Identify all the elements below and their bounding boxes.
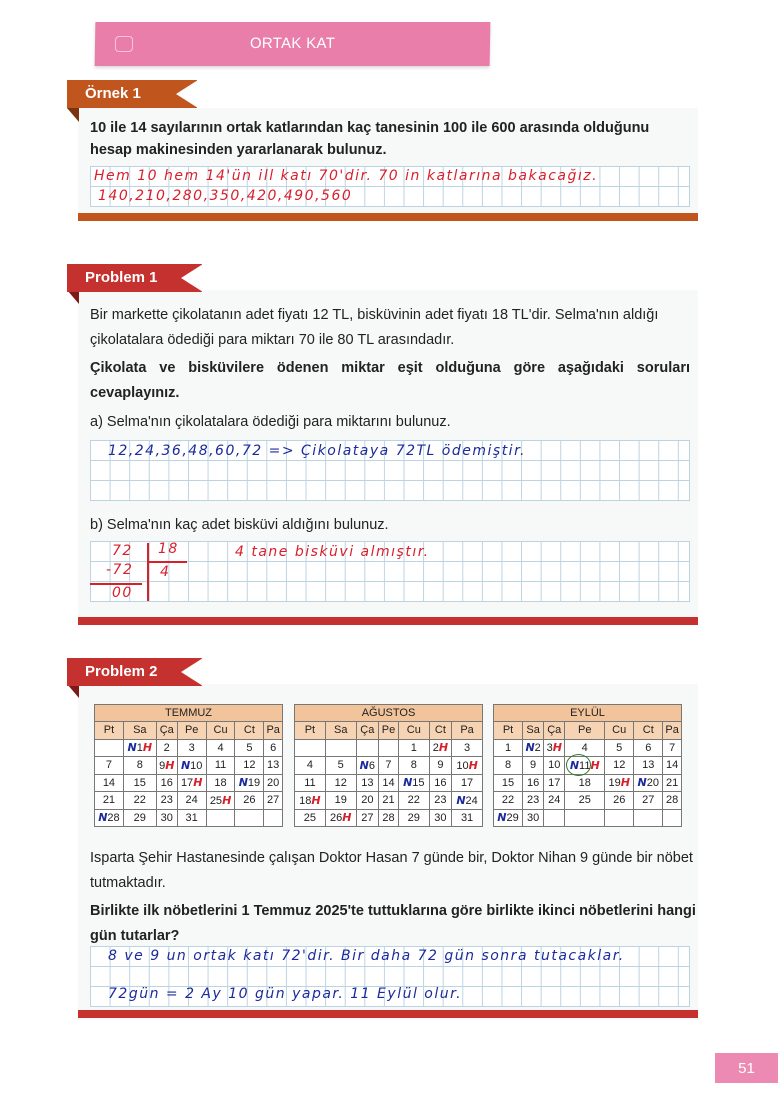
empty-day: [325, 739, 356, 757]
weekday: Pe: [379, 722, 399, 740]
day-cell: [452, 739, 483, 757]
day-cell: [156, 774, 177, 792]
weekday: Sa: [325, 722, 356, 740]
day-number: 4: [581, 741, 588, 754]
day-cell: [177, 739, 206, 757]
month-name: TEMMUZ: [95, 705, 283, 722]
weekday: Ct: [429, 722, 451, 740]
day-cell: [544, 792, 565, 810]
day-cell: [295, 757, 326, 775]
day-cell: [565, 792, 605, 810]
day-number: 18: [299, 794, 312, 807]
day-cell: [264, 774, 283, 792]
day-number: 22: [133, 794, 146, 807]
chapter-title: ORTAK KAT: [249, 35, 336, 52]
nihan-mark: N: [98, 811, 108, 825]
day-cell: [264, 757, 283, 775]
nihan-mark: N: [403, 776, 413, 790]
nihan-mark: N: [525, 741, 535, 755]
day-number: 14: [102, 776, 116, 789]
weekday: Cu: [398, 722, 429, 740]
day-number: 3: [188, 741, 195, 754]
weekday: Pa: [663, 722, 682, 740]
day-number: 29: [133, 811, 146, 824]
day-number: 9: [159, 759, 166, 772]
day-number: 7: [105, 759, 112, 772]
day-cell: [356, 757, 378, 775]
day-cell: [356, 774, 378, 792]
day-number: 16: [160, 776, 173, 789]
day-number: 21: [102, 794, 116, 807]
day-number: 22: [407, 794, 420, 807]
empty-day: [634, 809, 663, 827]
day-cell: [429, 809, 451, 827]
empty-day: [206, 809, 235, 827]
weekday: Ct: [235, 722, 264, 740]
empty-day: [356, 739, 378, 757]
day-cell: [452, 757, 483, 775]
day-cell: [177, 792, 206, 810]
day-number: 8: [504, 759, 512, 772]
day-number: 28: [107, 812, 120, 825]
day-number: 15: [133, 776, 146, 789]
day-cell: [156, 792, 177, 810]
day-number: 20: [646, 777, 659, 790]
day-cell: [95, 774, 124, 792]
weekday: Cu: [206, 722, 235, 740]
day-number: 7: [669, 741, 676, 754]
day-cell: [634, 757, 663, 775]
day-cell: [429, 757, 451, 775]
day-number: 28: [382, 811, 395, 824]
weekday: Sa: [523, 722, 544, 740]
day-cell: [429, 792, 451, 810]
day-cell: [398, 739, 429, 757]
day-number: 18: [214, 776, 227, 789]
day-cell: [123, 809, 156, 827]
day-number: 15: [501, 776, 515, 789]
day-number: 22: [501, 794, 515, 807]
day-cell: [523, 809, 544, 827]
day-number: 2: [432, 742, 439, 755]
day-cell: [156, 757, 177, 775]
weekday: Ça: [156, 722, 177, 740]
day-number: 18: [578, 776, 591, 789]
day-cell: [605, 774, 634, 792]
day-number: 27: [267, 794, 280, 807]
day-cell: [398, 809, 429, 827]
day-cell: [663, 739, 682, 757]
day-number: 19: [334, 794, 347, 807]
day-number: 27: [642, 794, 655, 807]
day-cell: [206, 792, 235, 810]
day-cell: [452, 809, 483, 827]
day-cell: [177, 774, 206, 792]
weekday: Ça: [544, 722, 565, 740]
nihan-mark: N: [569, 758, 580, 772]
day-number: 10: [456, 759, 469, 772]
day-number: 26: [613, 794, 626, 807]
hasan-mark: H: [552, 741, 562, 755]
hasan-mark: H: [311, 793, 321, 807]
day-cell: [429, 774, 451, 792]
day-number: 6: [270, 741, 277, 754]
day-cell: [123, 792, 156, 810]
day-cell: [379, 792, 399, 810]
day-cell: [325, 809, 356, 827]
day-cell: [452, 774, 483, 792]
weekday: Cu: [605, 722, 634, 740]
p2-answer-line2: 72gün = 2 Ay 10 gün yapar. 11 Eylül olur.: [108, 986, 463, 1002]
day-number: 10: [548, 759, 561, 772]
day-number: 23: [434, 794, 447, 807]
answer-b: 4 tane bisküvi almıştır.: [235, 544, 430, 560]
month-name: EYLÜL: [494, 705, 682, 722]
day-number: 8: [410, 759, 417, 772]
day-number: 17: [180, 777, 194, 790]
empty-day: [663, 809, 682, 827]
hasan-mark: H: [165, 758, 175, 772]
nihan-mark: N: [456, 793, 466, 807]
day-number: 25: [303, 811, 317, 824]
empty-day: [264, 809, 283, 827]
day-cell: [235, 739, 264, 757]
day-cell: [565, 757, 605, 775]
day-cell: [206, 739, 235, 757]
ornek1-answer-line2: 140,210,280,350,420,490,560: [98, 188, 353, 204]
day-number: 5: [246, 741, 253, 754]
day-number: 5: [337, 759, 344, 772]
day-cell: [634, 739, 663, 757]
day-cell: [156, 739, 177, 757]
day-cell: [398, 774, 429, 792]
hasan-mark: H: [590, 758, 600, 772]
day-number: 9: [437, 759, 444, 772]
circle-mark: [566, 754, 591, 776]
weekday: Pe: [177, 722, 206, 740]
day-cell: [605, 739, 634, 757]
day-cell: [379, 809, 399, 827]
day-cell: [379, 757, 399, 775]
empty-day: [235, 809, 264, 827]
day-cell: [565, 774, 605, 792]
calendar-1: [294, 704, 483, 827]
day-cell: [264, 792, 283, 810]
day-number: 16: [526, 776, 540, 789]
day-cell: [206, 757, 235, 775]
problem1-intro: Bir markette çikolatanın adet fiyatı 12 TL, bisküvinin adet fiyatı 18 TL'dir. Selma'nın aldığı çikolatalara ödediği para miktarı 70 ile 80 TL arasındadır.: [90, 307, 659, 348]
day-cell: [379, 774, 399, 792]
nihan-mark: N: [637, 776, 647, 790]
day-number: 7: [385, 759, 392, 772]
day-number: 21: [382, 794, 395, 807]
problem1-label: Problem 1: [67, 264, 202, 292]
day-cell: [494, 774, 523, 792]
hasan-mark: H: [222, 793, 232, 807]
day-cell: [398, 757, 429, 775]
day-number: 29: [506, 812, 519, 825]
empty-day: [565, 809, 605, 827]
empty-day: [95, 739, 124, 757]
calendar-0: [94, 704, 283, 827]
hasan-mark: H: [620, 776, 630, 790]
day-cell: [235, 774, 264, 792]
day-cell: [95, 757, 124, 775]
day-cell: [663, 792, 682, 810]
problem1-instruction: Çikolata ve bisküvilere ödenen miktar eşit olduğuna göre aşağıdaki soruları cevaplayınız.: [90, 360, 690, 401]
ornek1-question: 10 ile 14 sayılarının ortak katlarından kaç tanesinin 100 ile 600 arasında olduğunu hesap makinesinden yararlanarak bulunuz.: [90, 120, 650, 158]
day-number: 8: [136, 759, 143, 772]
empty-day: [605, 809, 634, 827]
day-number: 4: [217, 741, 224, 754]
day-cell: [325, 757, 356, 775]
weekday: Pt: [95, 722, 124, 740]
day-number: 29: [407, 811, 420, 824]
day-number: 24: [185, 794, 198, 807]
day-number: 19: [247, 777, 261, 790]
day-number: 20: [267, 776, 280, 789]
day-cell: [634, 774, 663, 792]
hasan-mark: H: [142, 741, 153, 755]
nihan-mark: N: [180, 758, 191, 772]
day-cell: [494, 809, 523, 827]
day-cell: [123, 739, 156, 757]
day-number: 5: [616, 741, 623, 754]
day-cell: [123, 757, 156, 775]
day-cell: [452, 792, 483, 810]
hasan-mark: H: [193, 776, 203, 790]
day-number: 2: [534, 742, 541, 755]
divider: [78, 617, 698, 625]
day-cell: [523, 792, 544, 810]
day-number: 23: [160, 794, 173, 807]
day-cell: [663, 757, 682, 775]
weekday: Pa: [264, 722, 283, 740]
day-cell: [663, 774, 682, 792]
day-number: 17: [548, 776, 561, 789]
weekday: Ça: [356, 722, 378, 740]
day-cell: [605, 757, 634, 775]
day-cell: [295, 774, 326, 792]
day-number: 25: [209, 794, 223, 807]
day-number: 19: [608, 777, 621, 790]
day-cell: [544, 757, 565, 775]
day-cell: [544, 774, 565, 792]
day-number: 13: [361, 776, 374, 789]
day-cell: [523, 774, 544, 792]
day-cell: [429, 739, 451, 757]
day-number: 9: [530, 759, 537, 772]
day-number: 17: [460, 776, 474, 789]
page-number: 51: [715, 1053, 778, 1083]
divider: [78, 1010, 698, 1018]
nihan-mark: N: [497, 811, 507, 825]
month-name: AĞUSTOS: [295, 705, 483, 722]
day-number: 3: [464, 741, 471, 754]
day-cell: [523, 739, 544, 757]
nihan-mark: N: [238, 776, 248, 790]
day-number: 27: [361, 811, 374, 824]
day-number: 16: [434, 776, 447, 789]
day-cell: [494, 757, 523, 775]
hasan-mark: H: [468, 758, 478, 772]
day-cell: [235, 792, 264, 810]
day-number: 6: [645, 741, 652, 754]
day-number: 21: [666, 776, 679, 789]
empty-day: [544, 809, 565, 827]
divider: [78, 213, 698, 221]
day-number: 14: [666, 759, 679, 772]
day-cell: [295, 792, 326, 810]
day-number: 31: [185, 811, 198, 824]
p2-answer-line1: 8 ve 9 un ortak katı 72'dir. Bir daha 72 gün sonra tutacaklar.: [108, 948, 625, 964]
day-number: 15: [412, 777, 425, 790]
day-cell: [177, 757, 206, 775]
day-cell: [95, 809, 124, 827]
question-a: a) Selma'nın çikolatalara ödediği para miktarını bulunuz.: [90, 414, 451, 430]
day-number: 6: [368, 759, 375, 772]
day-cell: [523, 757, 544, 775]
day-cell: [206, 774, 235, 792]
day-number: 1: [410, 741, 417, 754]
question-b: b) Selma'nın kaç adet bisküvi aldığını bulunuz.: [90, 517, 389, 533]
day-cell: [264, 739, 283, 757]
day-cell: [494, 792, 523, 810]
day-cell: [605, 792, 634, 810]
day-cell: [295, 809, 326, 827]
day-cell: [325, 792, 356, 810]
weekday: Pt: [295, 722, 326, 740]
day-number: 11: [579, 759, 591, 772]
day-number: 12: [334, 776, 347, 789]
day-number: 13: [267, 759, 280, 772]
day-number: 2: [163, 741, 170, 754]
day-number: 10: [190, 759, 203, 772]
day-cell: [494, 739, 523, 757]
answer-a: 12,24,36,48,60,72 => Çikolataya 72TL ödemiştir.: [108, 443, 526, 459]
problem2-question: Birlikte ilk nöbetlerini 1 Temmuz 2025'te tuttuklarına göre birlikte ikinci nöbetlerini hangi gün tutarlar?: [90, 903, 696, 944]
day-number: 30: [526, 811, 540, 824]
day-cell: [544, 739, 565, 757]
day-number: 3: [546, 742, 553, 755]
day-number: 30: [434, 811, 447, 824]
day-number: 14: [382, 776, 395, 789]
weekday: Pe: [565, 722, 605, 740]
problem2-label: Problem 2: [67, 658, 202, 686]
nihan-mark: N: [359, 758, 369, 772]
weekday: Ct: [634, 722, 663, 740]
day-number: 28: [666, 794, 679, 807]
weekday: Pt: [494, 722, 523, 740]
day-number: 1: [136, 742, 143, 755]
day-number: 24: [465, 794, 478, 807]
day-number: 31: [460, 811, 474, 824]
weekday: Sa: [123, 722, 156, 740]
day-number: 20: [361, 794, 374, 807]
day-cell: [398, 792, 429, 810]
problem2-intro: Isparta Şehir Hastanesinde çalışan Doktor Hasan 7 günde bir, Doktor Nihan 9 günde bir nöbet tutmaktadır.: [90, 850, 693, 891]
day-number: 12: [243, 759, 256, 772]
day-number: 1: [504, 741, 512, 754]
day-cell: [235, 757, 264, 775]
day-cell: [356, 809, 378, 827]
day-cell: [325, 774, 356, 792]
day-number: 26: [243, 794, 256, 807]
ornek1-answer-line1: Hem 10 hem 14'ün ill katı 70'dir. 70 in katlarına bakacağız.: [94, 168, 599, 184]
day-number: 26: [329, 812, 343, 825]
day-cell: [156, 809, 177, 827]
ornek1-label: Örnek 1: [67, 80, 197, 108]
day-number: 13: [642, 759, 655, 772]
day-cell: [177, 809, 206, 827]
day-number: 24: [548, 794, 561, 807]
empty-day: [295, 739, 326, 757]
nihan-mark: N: [127, 741, 137, 755]
day-number: 25: [578, 794, 591, 807]
weekday: Pa: [452, 722, 483, 740]
day-cell: [356, 792, 378, 810]
day-number: 4: [306, 759, 313, 772]
empty-day: [379, 739, 399, 757]
day-number: 11: [304, 776, 316, 789]
day-cell: [123, 774, 156, 792]
chapter-banner: [95, 22, 491, 66]
calendar-2: [493, 704, 682, 827]
day-number: 30: [160, 811, 173, 824]
day-number: 11: [214, 759, 227, 772]
day-number: 12: [613, 759, 626, 772]
hasan-mark: H: [342, 811, 352, 825]
day-number: 23: [526, 794, 540, 807]
day-cell: [565, 739, 605, 757]
day-cell: [95, 792, 124, 810]
hasan-mark: H: [438, 741, 449, 755]
day-cell: [634, 792, 663, 810]
